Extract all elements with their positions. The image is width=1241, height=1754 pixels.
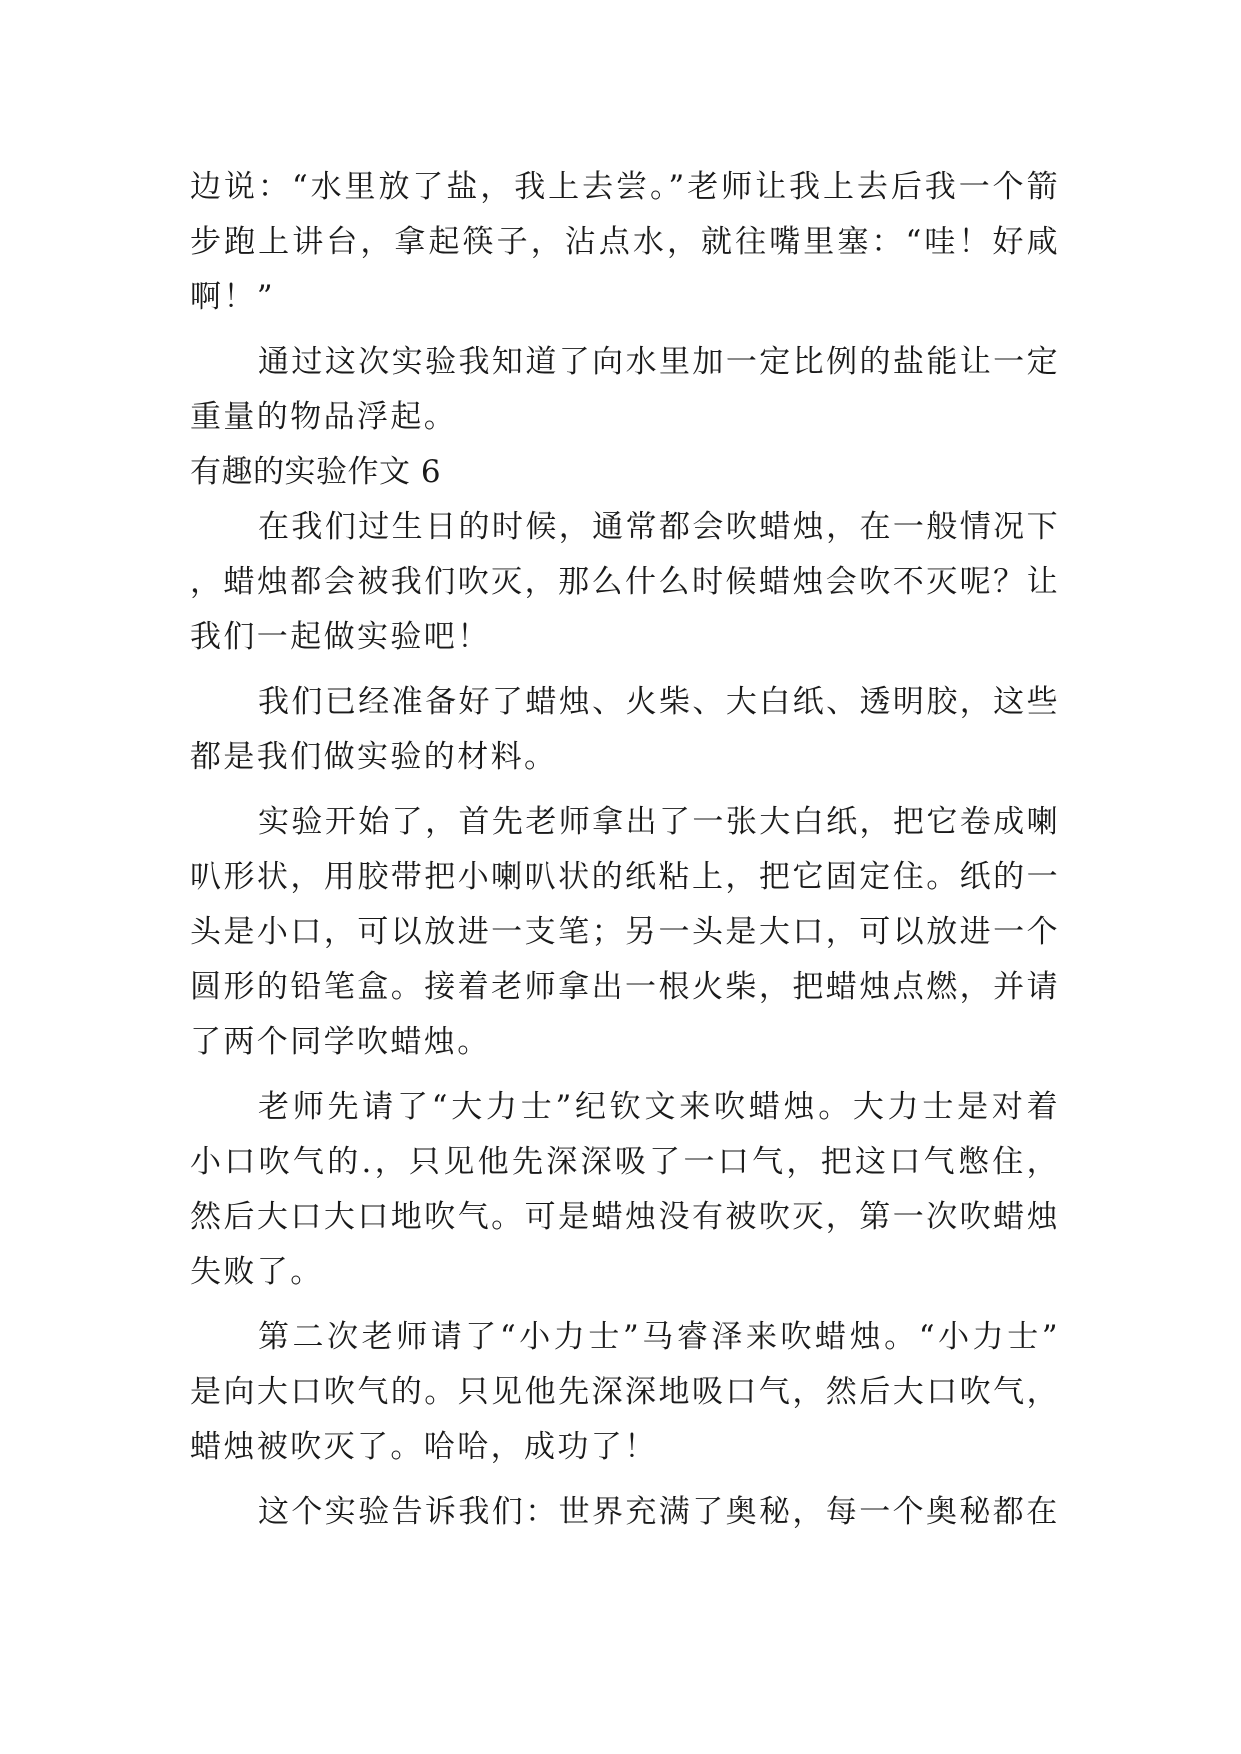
paragraph-4: 老师先请了“大力士”纪钦文来吹蜡烛。大力士是对着小口吹气的.，只见他先深深吸了一口气，把这口气憋住，然后大口大口地吹气。可是蜡烛没有被吹灭，第一次吹蜡烛失败了。 [190, 1089, 1060, 1290]
paragraph-3: 实验开始了，首先老师拿出了一张大白纸，把它卷成喇叭形状，用胶带把小喇叭状的纸粘上，把它固定住。纸的一头是小口，可以放进一支笔；另一头是大口，可以放进一个圆形的铅笔盒。接着老师拿出一根火柴，把蜡烛点燃，并请了两个同学吹蜡烛。 [190, 804, 1060, 1060]
paragraph-continued: 边说：“水里放了盐，我上去尝。”老师让我上去后我一个箭步跑上讲台，拿起筷子，沾点水，就往嘴里塞：“哇！好咸啊！” [190, 169, 1060, 315]
paragraph-1: 在我们过生日的时候，通常都会吹蜡烛，在一般情况下，蜡烛都会被我们吹灭，那么什么时候蜡烛会吹不灭呢？让我们一起做实验吧！ [190, 509, 1060, 655]
paragraph-2: 我们已经准备好了蜡烛、火柴、大白纸、透明胶，这些都是我们做实验的材料。 [190, 684, 1060, 775]
section-title: 有趣的实验作文 6 [190, 454, 442, 490]
paragraph-6: 这个实验告诉我们：世界充满了奥秘，每一个奥秘都在 [258, 1494, 1060, 1530]
paragraph-5: 第二次老师请了“小力士”马睿泽来吹蜡烛。“小力士”是向大口吹气的。只见他先深深地吸口气，然后大口吹气，蜡烛被吹灭了。哈哈，成功了！ [190, 1319, 1060, 1465]
document-body [190, 160, 1060, 1540]
paragraph-conclusion: 通过这次实验我知道了向水里加一定比例的盐能让一定重量的物品浮起。 [190, 344, 1060, 435]
